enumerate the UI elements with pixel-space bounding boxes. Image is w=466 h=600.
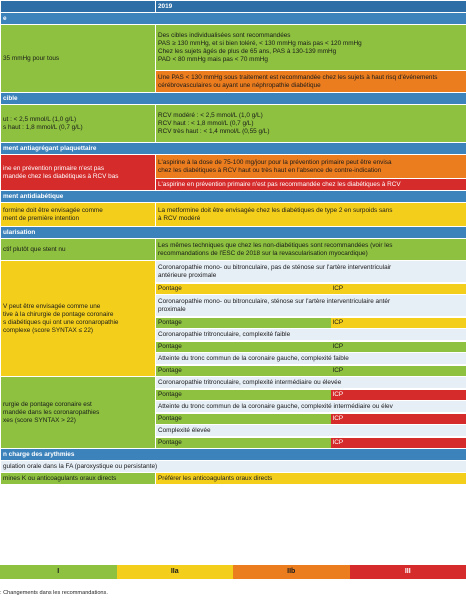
antidiabetic-right: La metformine doit être envisagée chez les diabétiques de type 2 en surpoids sans à RCV modéré [156,203,466,227]
section-title: ularisation [1,227,466,239]
revasc-a-condition: Coronaropathie mono- ou bitronculaire, sténose sur l'artère interventriculaire antér proximale [156,295,466,317]
bypass-cell: Pontage [156,438,331,448]
section-title: n charge des arythmies [1,449,466,461]
bypass-cell: Pontage [156,390,331,400]
header-col1 [1,1,156,13]
header-col2: 2019 [156,1,466,13]
antidiabetic-left: formine doit être envisagée comme ment de première intention [1,203,156,227]
bypass-cell: Pontage [156,284,331,294]
revasc-b-condition: Coronaropathie tritronculaire, complexité intermédiaire ou élevée [156,377,466,389]
revasc-left-a: V peut être envisagée comme une tive à la chirurgie de pontage coronaire s diabétiques qui ont une coronaropathie complexe (score SYNTAX ≤ 22) [1,261,156,377]
pci-cell: ICP [331,390,466,400]
section-title: e [1,13,466,25]
antiplatelet-right: L'aspirine à la dose de 75-100 mg/jour pour la prévention primaire peut être envisa chez les diabétiques à RCV haut ou très haut en l'absence de contre-indication [156,155,466,179]
bypass-cell: Pontage [156,318,331,328]
bp-note: Une PAS < 130 mmHg sous traitement est recommandée chez les sujets à haut risq d'événements cérébrovasculaires ou ayant une néphropathie diabétique [156,71,466,93]
ldl-left: ut : < 2,5 mmol/L (1,0 g/L) s haut : 1,8 mmol/L (0,7 g/L) [1,105,156,143]
arrhythmia-row2-right: Préférer les anticoagulants oraux directs [156,473,466,485]
ldl-row [1,105,466,143]
antiplatelet-right-2: L'aspirine en prévention primaire n'est pas recommandée chez les diabétiques à RCV [156,179,466,191]
arrhythmia-row-1 [1,461,466,473]
revasc-intro-right: Les mêmes techniques que chez les non-diabétiques sont recommandées (voir les recommandations de l'ESC de 2018 sur la revascularisation myocardique) [156,239,466,261]
bypass-cell: Pontage [156,342,331,352]
section-antidiabetic [1,191,466,203]
revasc-b-condition: Complexité élevée [156,425,466,437]
section-revasc [1,227,466,239]
pci-cell: ICP [331,318,466,328]
class-legend [0,565,466,579]
section-antiplatelet [1,143,466,155]
pci-cell: ICP [331,414,466,424]
revasc-b-row [1,377,466,389]
bypass-cell: Pontage [156,414,331,424]
bp-left: 35 mmHg pour tous [1,25,156,93]
section-title: ment antidiabétique [1,191,466,203]
legend-class-iia: IIa [117,565,234,579]
legend-class-iii: III [350,565,466,579]
revasc-a-condition: Coronaropathie mono- ou bitronculaire, pas de sténose sur l'artère interventriculair antérieure proximale [156,261,466,283]
section-title: ment antiagrégant plaquettaire [1,143,466,155]
bp-right: Des cibles individualisées sont recommandées PAS ≥ 130 mmHg, et si bien toléré, < 130 mmHg mais pas < 120 mmHg Chez les sujets âgés de plus de 65 ans, PAS à 130-139 mmHg PAD < 80 mmHg mais pas < 70 mmHg [156,25,466,71]
revasc-a-condition: Atteinte du tronc commun de la coronaire gauche, complexité faible [156,353,466,365]
ldl-right: RCV modéré : < 2,5 mmol/L (1,0 g/L) RCV haut : < 1,8 mmol/L (0,7 g/L) RCV très haut : < 1,4 mmol/L (0,55 g/L) [156,105,466,143]
pci-cell: ICP [331,342,466,352]
section-arrhythmia [1,449,466,461]
revasc-a-row [1,261,466,283]
legend-class-i: I [0,565,117,579]
footnote: : Changements dans les recommandations. [0,590,108,596]
legend-class-iib: IIb [233,565,350,579]
revasc-a-condition: Coronaropathie tritronculaire, complexité faible [156,329,466,341]
table-header [1,1,466,13]
pci-cell: ICP [331,366,466,376]
bypass-cell: Pontage [156,366,331,376]
antidiabetic-row [1,203,466,227]
revasc-b-condition: Atteinte du tronc commun de la coronaire gauche, complexité intermédiaire ou élev [156,401,466,413]
revasc-intro-row [1,239,466,261]
pci-cell: ICP [331,284,466,294]
bp-row [1,25,466,71]
arrhythmia-row2-left: mines K ou anticoagulants oraux directs [1,473,156,485]
section-ldl [1,93,466,105]
revasc-intro-left: ctif plutôt que stent nu [1,239,156,261]
section-title: cible [1,93,466,105]
pci-cell: ICP [331,438,466,448]
antiplatelet-left: ine en prévention primaire n'est pas mandée chez les diabétiques à RCV bas [1,155,156,191]
arrhythmia-row-2 [1,473,466,485]
section-bp [1,13,466,25]
arrhythmia-row1: gulation orale dans la FA (paroxystique ou persistante) [1,461,466,473]
antiplatelet-row [1,155,466,179]
revasc-left-b: rurgie de pontage coronaire est mandée dans les coronaropathies xes (score SYNTAX > 22) [1,377,156,449]
